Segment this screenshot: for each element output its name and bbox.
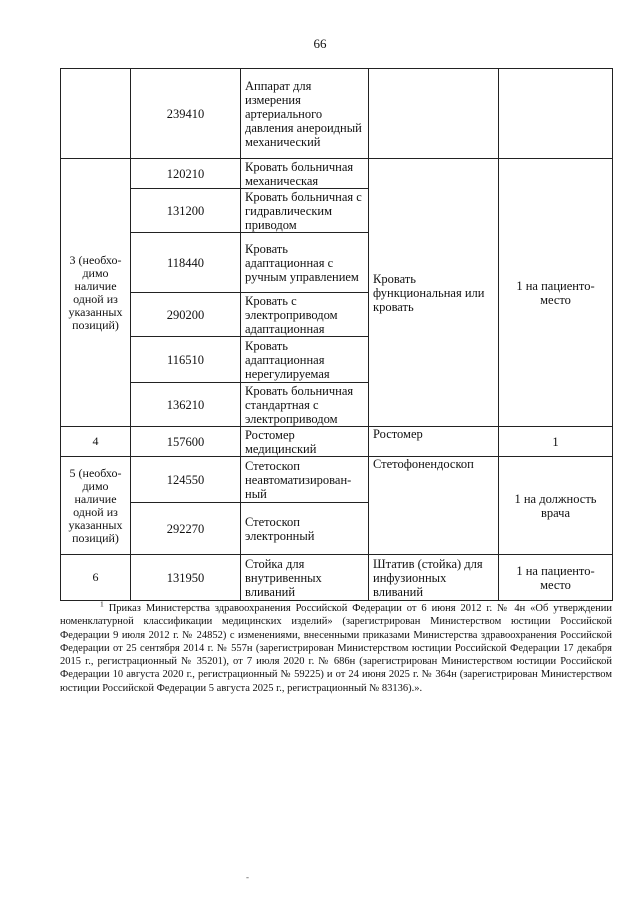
device-code: 136210 [131,383,241,427]
required-equipment: Кровать функциональная или кровать [369,159,499,427]
device-code: 131200 [131,189,241,233]
table-row [61,457,613,503]
device-code: 131950 [131,555,241,601]
required-equipment: Ростомер [369,427,499,457]
required-quantity: 1 на должность врача [499,457,613,555]
table-row [61,555,613,601]
row-number: 6 [61,555,131,601]
row-number: 5 (необхо-димо наличие одной из указанных позиций) [61,457,131,555]
required-equipment: Стетофонендоскоп [369,457,499,555]
footnote-text: Приказ Министерства здравоохранения Российской Федерации от 6 июня 2012 г. № 4н «Об утверждении номенклатурной классификации медицинских изделий» (зарегистрирован Министерством юстиции Российской Федерации 9 июля 2012 г. № 24852) с изменениями, внесенными приказами Министерства здравоохранения Российской Федерации от 25 сентября 2014 г. № 557н (зарегистрирован Министерством юстиции Российской Федерации 17 декабря 2015 г., регистрационный № 35201), от 7 июля 2020 г. № 686н (зарегистрирован Министерством юстиции Российской Федерации 10 августа 2020 г., регистрационный № 59225) и от 24 июня 2025 г. № 364н (зарегистрирован Министерством юстиции Российской Федерации 5 августа 2025 г., регистрационный № 83136).». [60,603,612,694]
device-code: 118440 [131,233,241,293]
device-name: Кровать с электроприводом адаптационная [241,293,369,337]
table-row [61,69,613,159]
row-number: 4 [61,427,131,457]
required-equipment [369,69,499,159]
required-equipment: Штатив (стойка) для инфузионных вливаний [369,555,499,601]
row-number [61,69,131,159]
footnote-marker: 1 [100,599,104,609]
device-name: Кровать адаптационная нерегулируемая [241,337,369,383]
device-name: Стетоскоп электронный [241,503,369,555]
footnote [60,599,612,695]
page-number: 66 [313,36,327,51]
device-code: 120210 [131,159,241,189]
required-quantity [499,69,613,159]
device-name: Стойка для внутривенных вливаний [241,555,369,601]
device-code: 124550 [131,457,241,503]
device-code: 116510 [131,337,241,383]
device-code: 292270 [131,503,241,555]
stray-mark: - [246,872,249,882]
device-name: Ростомер медицинский [241,427,369,457]
device-name: Кровать больничная стандартная с электроприводом [241,383,369,427]
equipment-table [60,68,613,601]
device-name: Аппарат для измерения артериального давления анероидный механический [241,69,369,159]
device-name: Кровать адаптационная с ручным управлением [241,233,369,293]
device-code: 290200 [131,293,241,337]
required-quantity: 1 [499,427,613,457]
device-name: Кровать больничная с гидравлическим приводом [241,189,369,233]
device-code: 157600 [131,427,241,457]
table-row [61,427,613,457]
required-quantity: 1 на пациенто-место [499,555,613,601]
device-name: Стетоскоп неавтоматизирован-ный [241,457,369,503]
table-row [61,159,613,189]
required-quantity: 1 на пациенто-место [499,159,613,427]
device-code: 239410 [131,69,241,159]
device-name: Кровать больничная механическая [241,159,369,189]
row-number: 3 (необхо-димо наличие одной из указанных позиций) [61,159,131,427]
